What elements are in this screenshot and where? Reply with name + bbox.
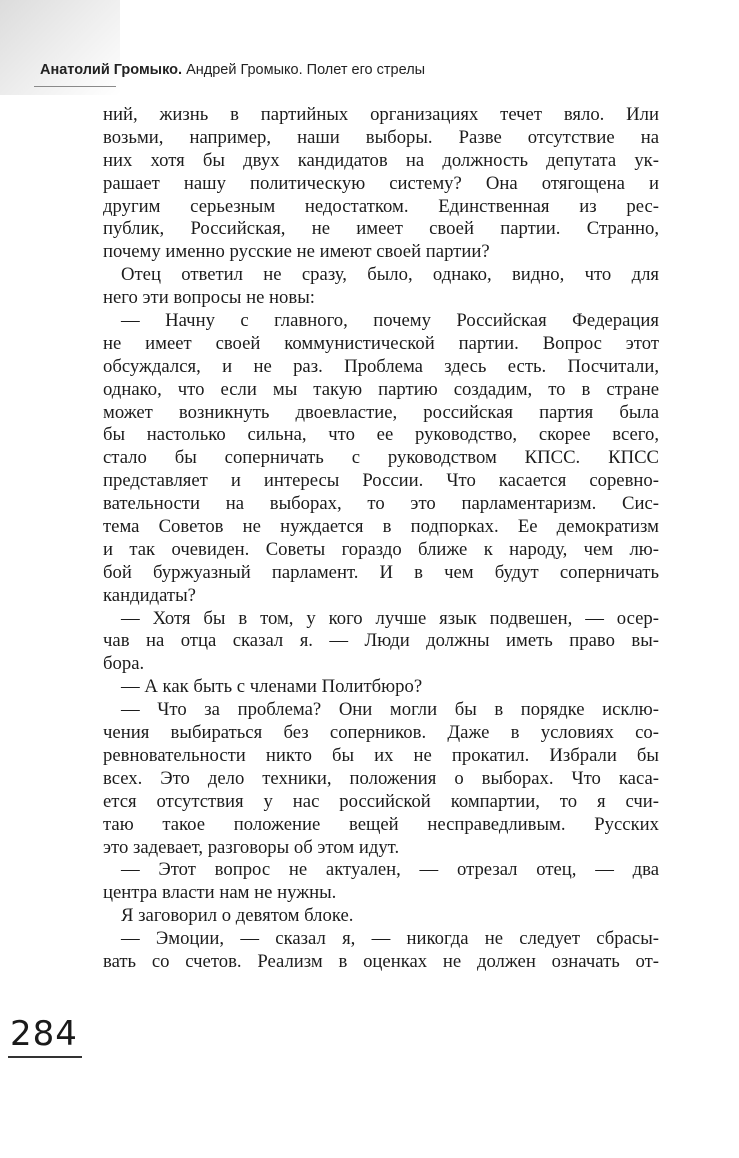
text-line: — Что за проблема? Они могли бы в порядке исклю- bbox=[121, 699, 659, 721]
text-line: бора. bbox=[103, 653, 145, 675]
text-line: чения выбираться без соперников. Даже в условиях со- bbox=[103, 722, 659, 744]
text-line: публик, Российская, не имеет своей партии. Странно, bbox=[103, 218, 659, 240]
text-line: рашает нашу политическую систему? Она отягощена и bbox=[103, 172, 659, 194]
text-line: ревновательности никто бы их не прокатил. Избрали бы bbox=[103, 744, 659, 766]
text-line: однако, что если мы такую партию создадим, то в стране bbox=[103, 378, 659, 400]
text-line: бы настолько сильна, что ее руководство, скорее всего, bbox=[103, 424, 659, 446]
text-line: тема Советов не нуждается в подпорках. Ее демократизм bbox=[103, 516, 659, 538]
body-text bbox=[103, 104, 659, 974]
text-line: него эти вопросы не новы: bbox=[103, 287, 315, 309]
text-line: центра власти нам не нужны. bbox=[103, 882, 337, 904]
text-line: представляет и интересы России. Что касается соревно- bbox=[103, 470, 659, 492]
text-line: бой буржуазный парламент. И в чем будут соперничать bbox=[103, 561, 659, 583]
text-line: не имеет своей коммунистической партии. Вопрос этот bbox=[103, 332, 659, 354]
text-line: — Эмоции, — сказал я, — никогда не следует сбрасы- bbox=[121, 928, 659, 950]
text-line: чав на отца сказал я. — Люди должны иметь право вы- bbox=[103, 630, 659, 652]
text-line: Я заговорил о девятом блоке. bbox=[121, 905, 354, 927]
running-head-author: Анатолий Громыко. bbox=[40, 62, 183, 78]
text-line: возьми, например, наши выборы. Разве отсутствие на bbox=[103, 126, 659, 148]
text-line: них хотя бы двух кандидатов на должность депутата ук- bbox=[103, 149, 659, 171]
text-line: и так очевиден. Советы гораздо ближе к народу, чем лю- bbox=[103, 538, 659, 560]
running-head bbox=[40, 62, 425, 78]
page-number: 284 bbox=[10, 1014, 78, 1054]
text-line: это задевает, разговоры об этом идут. bbox=[103, 836, 400, 858]
text-line: всех. Это дело техники, положения о выборах. Что каса- bbox=[103, 767, 659, 789]
running-head-rule bbox=[34, 86, 116, 87]
text-line: — Хотя бы в том, у кого лучше язык подвешен, — осер- bbox=[121, 607, 659, 629]
text-line: почему именно русские не имеют своей партии? bbox=[103, 241, 490, 263]
text-line: стало бы соперничать с руководством КПСС. КПСС bbox=[103, 447, 659, 469]
page-number-rule bbox=[8, 1056, 82, 1058]
text-line: — Этот вопрос не актуален, — отрезал отец, — два bbox=[121, 859, 659, 881]
page-corner-shading bbox=[0, 0, 120, 95]
text-line: кандидаты? bbox=[103, 584, 196, 606]
text-line: другим серьезным недостатком. Единственная из рес- bbox=[103, 195, 659, 217]
text-line: может возникнуть двоевластие, российская партия была bbox=[103, 401, 659, 423]
text-line: — А как быть с членами Политбюро? bbox=[121, 676, 423, 698]
text-line: таю такое положение вещей несправедливым. Русских bbox=[103, 813, 659, 835]
running-head-title: Андрей Громыко. Полет его стрелы bbox=[186, 62, 426, 78]
text-line: вательности на выборах, то это парламентаризм. Сис- bbox=[103, 493, 659, 515]
text-line: обсуждался, и не раз. Проблема здесь есть. Посчитали, bbox=[103, 355, 659, 377]
text-line: — Начну с главного, почему Российская Федерация bbox=[121, 310, 659, 332]
text-line: ется отсутствия у нас российской компартии, то я счи- bbox=[103, 790, 659, 812]
text-line: Отец ответил не сразу, было, однако, видно, что для bbox=[121, 264, 659, 286]
text-line: ний, жизнь в партийных организациях течет вяло. Или bbox=[103, 104, 659, 125]
text-line: вать со счетов. Реализм в оценках не должен означать от- bbox=[103, 950, 659, 972]
